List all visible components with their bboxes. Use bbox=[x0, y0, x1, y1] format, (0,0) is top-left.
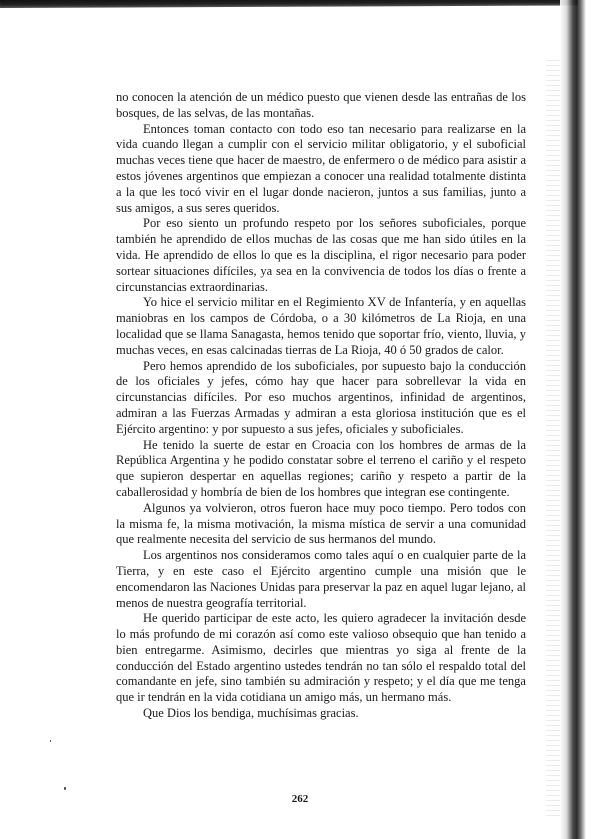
paragraph: He tenido la suerte de estar en Croacia con los hombres de armas de la República Argentina y he podido constatar sobre el terreno el cariño y el respeto que supieron despertar en aquellas regiones; cariño y respeto a partir de la caballerosidad y hombría de bien de los hombres que integran ese contingente. bbox=[116, 437, 526, 499]
paragraph: Los argentinos nos consideramos como tales aquí o en cualquier parte de la Tierra, y en este caso el Ejército argentino cumple una misión que le encomendaron las Naciones Unidas para preservar la paz en aquel lugar lejano, al menos de nuestra geografía territorial. bbox=[116, 548, 526, 610]
document-body bbox=[116, 90, 526, 722]
paragraph: Pero hemos aprendido de los suboficiales, por supuesto bajo la conducción de los oficiales y jefes, cómo hay que hacer para sobrellevar la vida en circunstancias difíciles. Por eso muchos argentinos, infinidad de argentinos, admiran a las Fuerzas Armadas y admiran a esta gloriosa institución que es el Ejército argentino: y por supuesto a sus jefes, oficiales y suboficiales. bbox=[116, 358, 526, 436]
scan-right-noise bbox=[546, 60, 560, 820]
paragraph: Que Dios los bendiga, muchísimas gracias. bbox=[143, 706, 359, 721]
paragraph: Por eso siento un profundo respeto por los señores suboficiales, porque también he aprendido de ellos muchas de las cosas que me han sido útiles en la vida. He aprendido de ellos lo que es la disciplina, el rigor necesario para poder sortear situaciones difíciles, ya sea en la convivencia de todos los días o frente a circunstancias extraordinarias. bbox=[116, 216, 526, 294]
scan-speck bbox=[64, 787, 66, 790]
scan-top-border bbox=[0, 0, 578, 8]
paragraph: He querido participar de este acto, les quiero agradecer la invitación desde lo más profundo de mi corazón así como este valioso obsequio que han tenido a bien entregarme. Asimismo, decirles que mientras yo siga al frente de la conducción del Estado argentino ustedes tendrán no tan sólo el respaldo total del comandante en jefe, sino también su admiración y respeto; y el día que me tenga que ir tendrán en la vida cotidiana un amigo más, un hermano más. bbox=[116, 611, 526, 705]
paragraph: no conocen la atención de un médico puesto que vienen desde las entrañas de los bosques, de las selvas, de las montañas. bbox=[116, 90, 526, 120]
scan-speck bbox=[50, 740, 51, 742]
paragraph: Yo hice el servicio militar en el Regimiento XV de Infantería, y en aquellas maniobras en los campos de Córdoba, o a 30 kilómetros de La Rioja, en una localidad que se llama Sanagasta, hemos tenido que soportar frío, viento, lluvia, y muchas veces, en esas calcinadas tierras de La Rioja, 40 ó 50 grados de calor. bbox=[116, 295, 526, 357]
paragraph: Entonces toman contacto con todo eso tan necesario para realizarse en la vida cuando llegan a cumplir con el servicio militar obligatorio, y el suboficial muchas veces tiene que hacer de maestro, de enfermero o de médico para asistir a estos jóvenes argentinos que empiezan a conocer una realidad totalmente distinta a la que les tocó vivir en el lugar donde nacieron, juntos a sus familias, junto a sus amigos, a sus seres queridos. bbox=[116, 121, 526, 215]
paragraph: Algunos ya volvieron, otros fueron hace muy poco tiempo. Pero todos con la misma fe, la misma motivación, la misma mística de servir a una comunidad que realmente necesita del servicio de sus hermanos del mundo. bbox=[116, 500, 526, 547]
scan-right-border bbox=[560, 0, 586, 839]
page-number: 262 bbox=[291, 793, 309, 805]
